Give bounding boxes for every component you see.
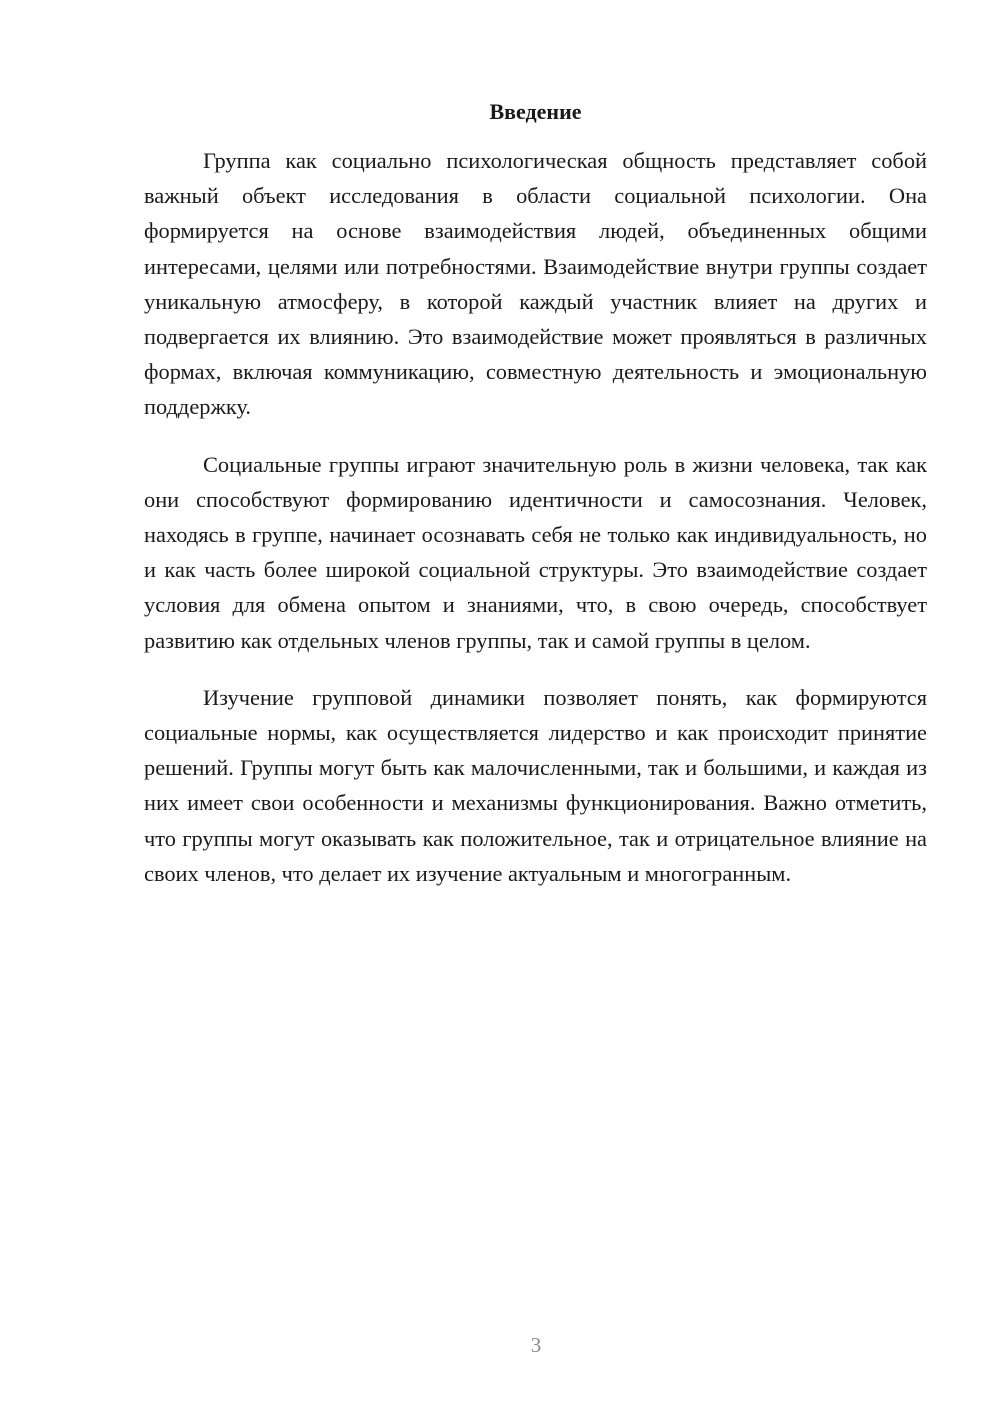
paragraph-3: Изучение групповой динамики позволяет понять, как формируются социальные нормы, как осуществляется лидерство и как происходит принятие решений. Группы могут быть как малочисленными, так и большими, и каждая из них имеет свои особенности и механизмы функционирования. Важно отметить, что группы могут оказывать как положительное, так и отрицательное влияние на своих членов, что делает их изучение актуальным и многогранным. bbox=[144, 684, 927, 886]
paragraph-2: Социальные группы играют значительную роль в жизни человека, так как они способствуют формированию идентичности и самосознания. Человек, находясь в группе, начинает осознавать себя не только как индивидуальность, но и как часть более широкой социальной структуры. Это взаимодействие создает условия для обмена опытом и знаниями, что, в свою очередь, способствует развитию как отдельных членов группы, так и самой группы в целом. bbox=[144, 451, 927, 653]
paragraph-1: Группа как социально психологическая общность представляет собой важный объект исследования в области социальной психологии. Она формируется на основе взаимодействия людей, объединенных общими интересами, целями или потребностями. Взаимодействие внутри группы создает уникальную атмосферу, в которой каждый участник влияет на других и подвергается их влиянию. Это взаимодействие может проявляться в различных формах, включая коммуникацию, совместную деятельность и эмоциональную поддержку. bbox=[144, 148, 927, 420]
body-text bbox=[144, 143, 927, 913]
section-heading: Введение bbox=[489, 99, 582, 124]
page-number: 3 bbox=[530, 1333, 542, 1357]
